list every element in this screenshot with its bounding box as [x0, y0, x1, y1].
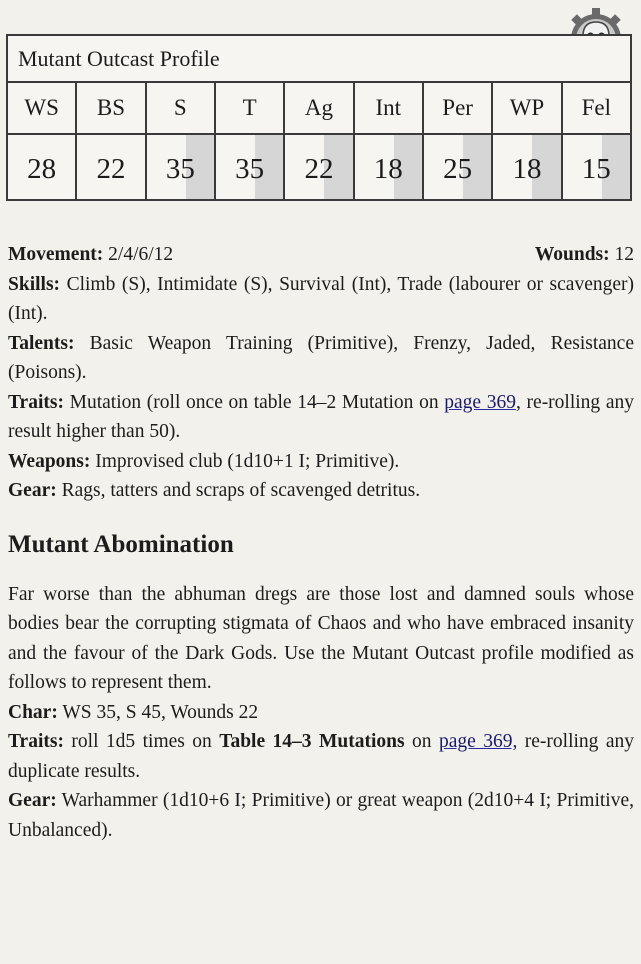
header-int: Int	[353, 83, 422, 133]
profile-table	[6, 34, 632, 201]
header-ws: WS	[24, 95, 59, 120]
value-ag: 22	[283, 135, 352, 199]
page-369-link-2[interactable]: page 369,	[438, 731, 518, 752]
profile-header-row	[8, 83, 630, 135]
abomination-char-line: Char: WS 35, S 45, Wounds 22	[8, 701, 259, 723]
movement: Movement: 2/4/6/12	[8, 244, 174, 265]
value-t: 35	[214, 135, 283, 199]
header-bs: BS	[75, 83, 144, 133]
movement-wounds-line	[8, 240, 634, 270]
abomination-gear-line: Gear: Warhammer (1d10+6 I; Primitive) or great weapon (2d10+4 I; Primitive, Unbalanced).	[8, 790, 634, 841]
abomination-traits-line: Traits: roll 1d5 times on Table 14–3 Mutations on page 369, re-rolling any duplicate results.	[8, 731, 635, 782]
value-s: 35	[145, 135, 214, 199]
weapons-line: Weapons: Improvised club (1d10+1 I; Primitive).	[8, 450, 400, 472]
header-ag: Ag	[283, 83, 352, 133]
talents-line: Talents: Basic Weapon Training (Primitive), Frenzy, Jaded, Resistance (Poisons).	[8, 332, 634, 383]
value-wp: 18	[491, 135, 560, 199]
value-int: 18	[353, 135, 422, 199]
page-369-link[interactable]: page 369	[444, 391, 516, 413]
value-per: 25	[422, 135, 491, 199]
gear-line: Gear: Rags, tatters and scraps of scavenged detritus.	[8, 480, 421, 501]
header-t: T	[214, 83, 283, 133]
profile-title: Mutant Outcast Profile	[8, 36, 630, 83]
skills-line: Skills: Climb (S), Intimidate (S), Survival (Int), Trade (labourer or scavenger) (Int).	[8, 273, 634, 324]
value-ws: 28	[27, 153, 57, 185]
value-bs: 22	[75, 135, 144, 199]
profile-details	[8, 240, 634, 845]
traits-line: Traits: Mutation (roll once on table 14–2 Mutation on page 369, re-rolling any result higher than 50).	[8, 391, 635, 442]
abomination-intro: Far worse than the abhuman dregs are those lost and damned souls whose bodies bear the corrupting stigmata of Chaos and who have embraced insanity and the favour of the Dark Gods. Use the Mutant Outcast profile modified as follows to represent them.	[8, 583, 634, 693]
section-title-mutant-abomination: Mutant Abomination	[8, 530, 234, 558]
profile-value-row	[8, 135, 630, 199]
header-wp: WP	[491, 83, 560, 133]
header-per: Per	[422, 83, 491, 133]
header-fel: Fel	[561, 83, 630, 133]
header-s: S	[145, 83, 214, 133]
wounds: Wounds: 12	[534, 244, 634, 265]
value-fel: 15	[561, 135, 630, 199]
